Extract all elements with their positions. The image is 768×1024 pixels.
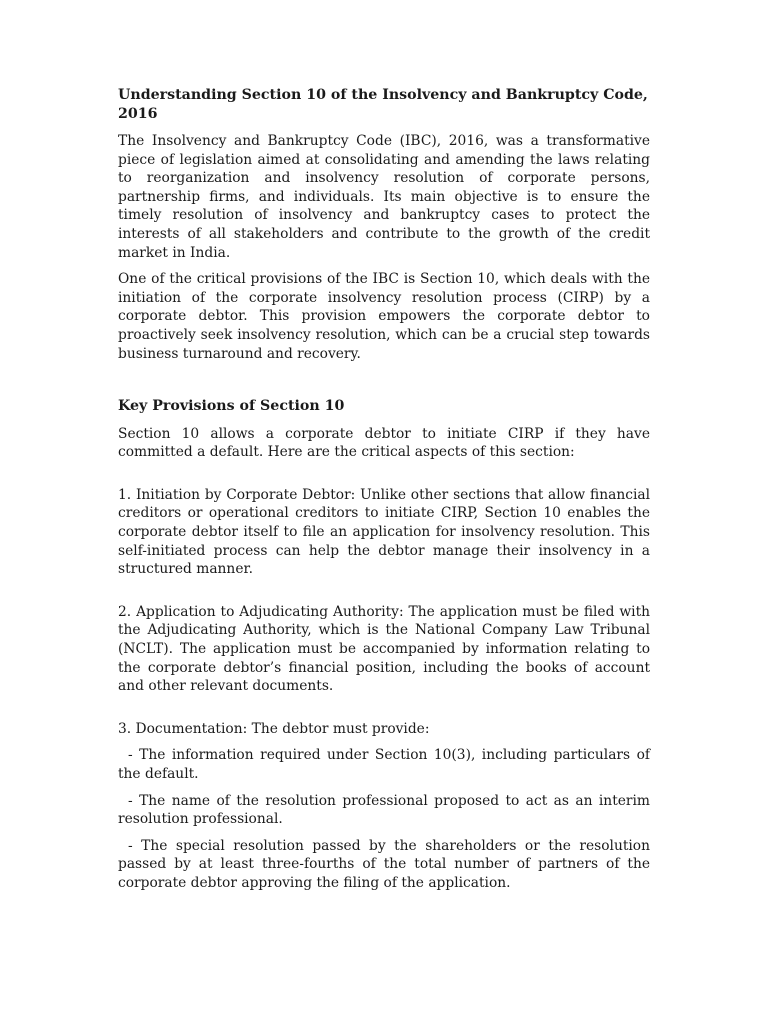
provision-item: 1. Initiation by Corporate Debtor: Unlike other sections that allow financial creditors or operational creditors to initiate CIRP, Section 10 enables the corporate debtor itself to file an application for insolvency resolution. This self-initiated process can help the debtor manage their insolvency in a structured manner. — [118, 486, 650, 578]
section-intro: Section 10 allows a corporate debtor to initiate CIRP if they have committed a default. Here are the critical aspects of this section: — [118, 425, 650, 461]
documentation-item: - The information required under Section 10(3), including particulars of the default. — [118, 747, 650, 782]
spacer — [118, 470, 650, 486]
provision-item: 2. Application to Adjudicating Authority: The application must be filed with the Adjudicating Authority, which is the National Company Law Tribunal (NCLT). The application must be accompanied by information relating to the corporate debtor’s financial position, including the books of account and other relevant documents. — [118, 603, 650, 695]
documentation-item: - The name of the resolution professional proposed to act as an interim resolution professional. — [118, 792, 650, 828]
spacer — [118, 587, 650, 603]
provision-item: 3. Documentation: The debtor must provide: — [118, 720, 430, 737]
section-heading: Key Provisions of Section 10 — [118, 398, 345, 415]
spacer — [118, 371, 650, 397]
intro-paragraph: One of the critical provisions of the IBC is Section 10, which deals with the initiation of the corporate insolvency resolution process (CIRP) by a corporate debtor. This provision empowers the corporate debtor to proactively seek insolvency resolution, which can be a crucial step towards business turnaround and recovery. — [118, 271, 650, 362]
intro-paragraph: The Insolvency and Bankruptcy Code (IBC), 2016, was a transformative piece of legislation aimed at consolidating and amending the laws relating to reorganization and insolvency resolution of corporate persons, partnership firms, and individuals. Its main objective is to ensure the timely resolution of insolvency and bankruptcy cases to protect the interests of all stakeholders and contribute to the growth of the credit market in India. — [118, 133, 650, 261]
documentation-item: - The special resolution passed by the shareholders or the resolution passed by at least three-fourths of the total number of partners of the corporate debtor approving the filing of the application. — [118, 837, 650, 891]
spacer — [118, 704, 650, 720]
document-title: Understanding Section 10 of the Insolvency and Bankruptcy Code, 2016 — [118, 87, 648, 122]
